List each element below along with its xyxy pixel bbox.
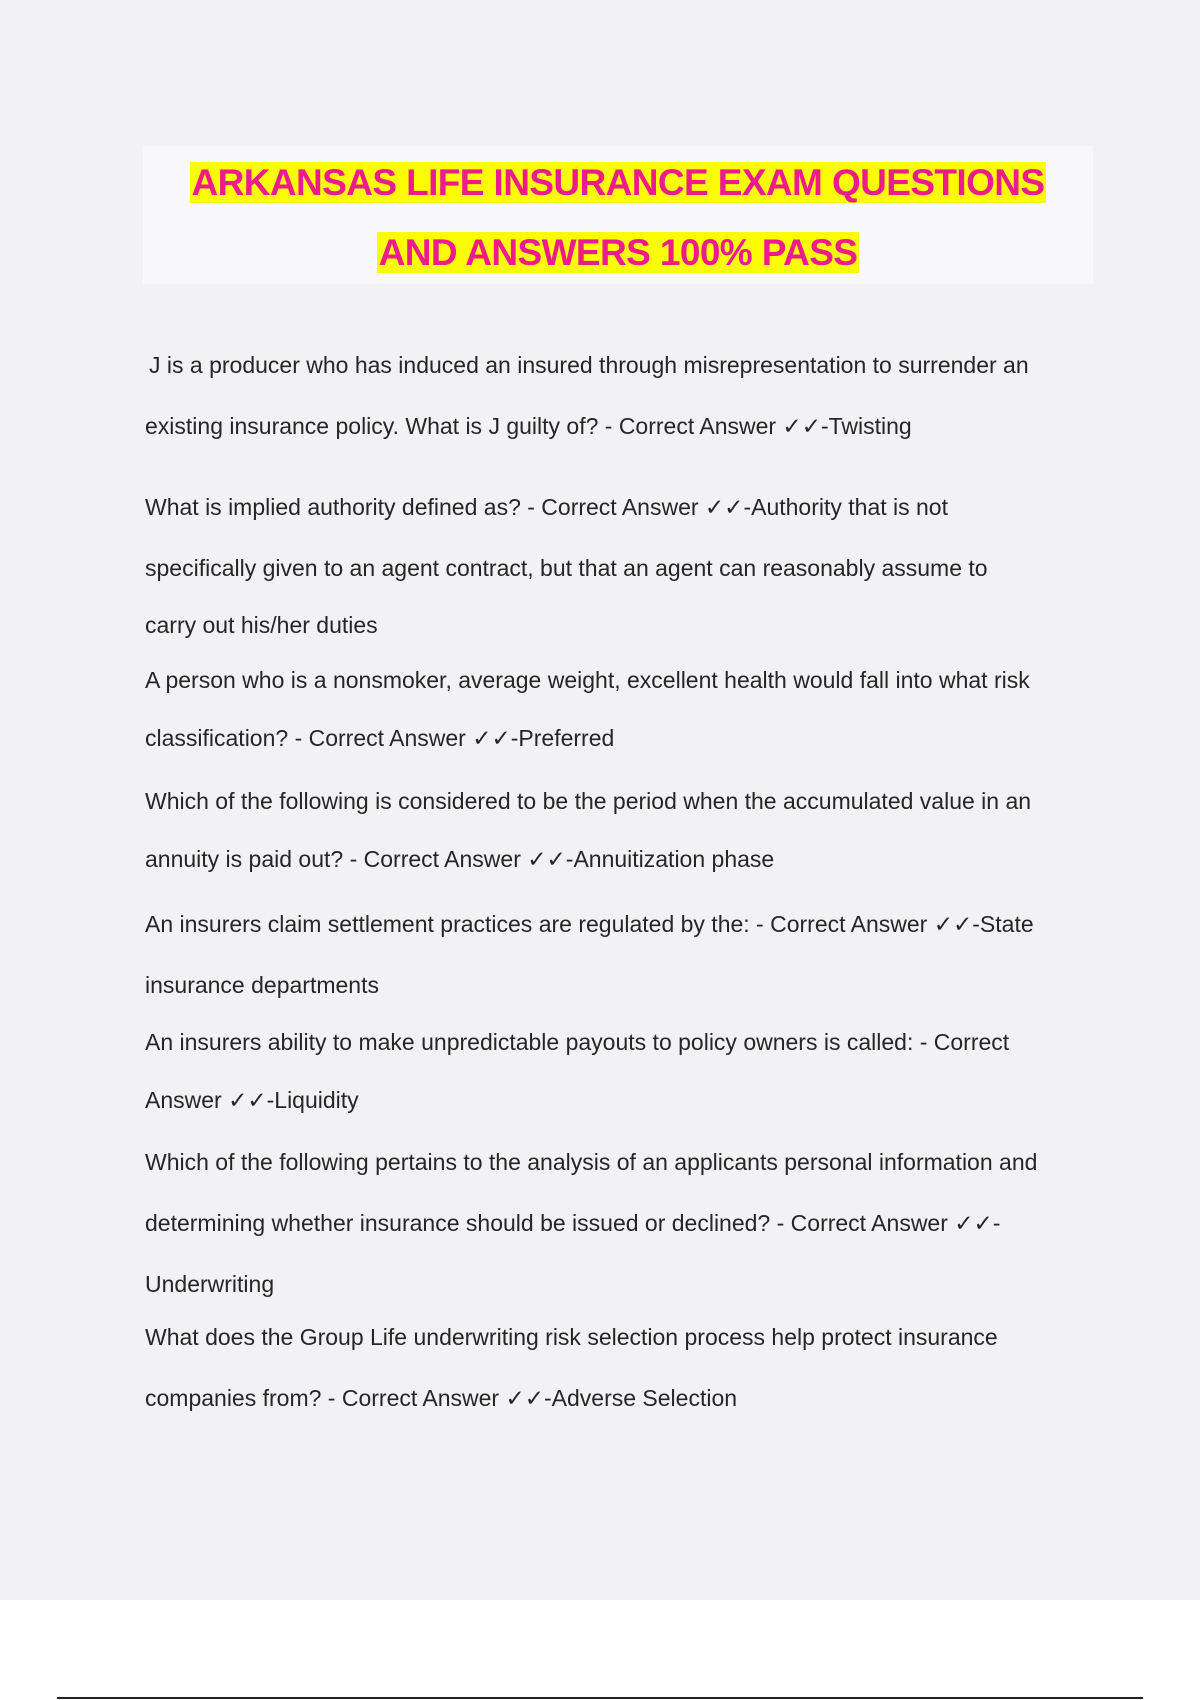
qa-item-8-line-1: What does the Group Life underwriting risk selection process help protect insurance bbox=[145, 1324, 998, 1350]
qa-item-3-line-1: A person who is a nonsmoker, average weight, excellent health would fall into what risk bbox=[145, 667, 1030, 693]
qa-item-6-line-1: An insurers ability to make unpredictable payouts to policy owners is called: - Correct bbox=[145, 1029, 1010, 1055]
qa-item-6-line-2: Answer ✓✓-Liquidity bbox=[145, 1087, 359, 1113]
qa-item-3-line-2: classification? - Correct Answer ✓✓-Preferred bbox=[145, 725, 615, 751]
qa-item-2-line-3: carry out his/her duties bbox=[145, 612, 378, 638]
title-block bbox=[143, 146, 1093, 284]
qa-item-5-line-2: insurance departments bbox=[145, 972, 379, 998]
title-line-2-text: AND ANSWERS 100% PASS bbox=[378, 232, 858, 273]
title-line-1-text: ARKANSAS LIFE INSURANCE EXAM QUESTIONS bbox=[191, 162, 1045, 203]
qa-item-2-line-1: What is implied authority defined as? - Correct Answer ✓✓-Authority that is not bbox=[145, 494, 948, 520]
page-bottom-margin bbox=[0, 1600, 1200, 1700]
qa-item-8-line-2: companies from? - Correct Answer ✓✓-Adverse Selection bbox=[145, 1385, 738, 1411]
qa-item-1-line-2: existing insurance policy. What is J guilty of? - Correct Answer ✓✓-Twisting bbox=[145, 413, 912, 439]
qa-item-5-line-1: An insurers claim settlement practices are regulated by the: - Correct Answer ✓✓-State bbox=[145, 911, 1034, 937]
title-line-2 bbox=[143, 218, 1093, 288]
qa-item-4-line-2: annuity is paid out? - Correct Answer ✓✓-Annuitization phase bbox=[145, 846, 775, 872]
qa-item-7-line-2: determining whether insurance should be issued or declined? - Correct Answer ✓✓- bbox=[145, 1210, 1001, 1236]
qa-item-4-line-1: Which of the following is considered to be the period when the accumulated value in an bbox=[145, 788, 1032, 814]
qa-item-2-line-2: specifically given to an agent contract, but that an agent can reasonably assume to bbox=[145, 555, 988, 581]
title-line-1 bbox=[143, 148, 1093, 218]
qa-item-1-line-1: J is a producer who has induced an insured through misrepresentation to surrender an bbox=[149, 352, 1029, 378]
qa-item-7-line-1: Which of the following pertains to the analysis of an applicants personal information and bbox=[145, 1149, 1038, 1175]
qa-item-7-line-3: Underwriting bbox=[145, 1271, 275, 1297]
footer-divider bbox=[57, 1697, 1143, 1699]
